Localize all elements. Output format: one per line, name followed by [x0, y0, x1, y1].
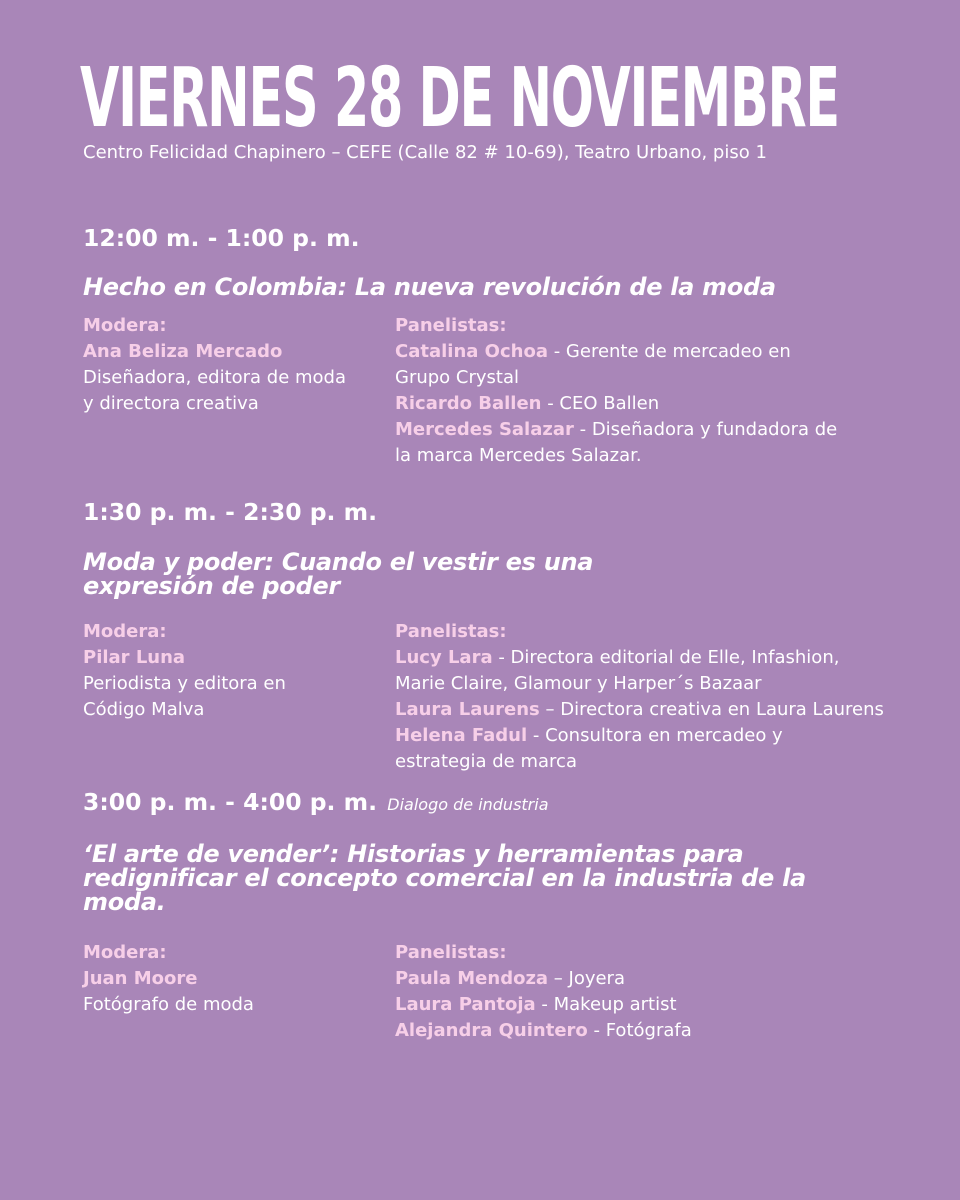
- panelists-block: [395, 313, 837, 469]
- moderator-description: Diseñadora, editora de moda: [83, 367, 347, 388]
- venue-address: Centro Felicidad Chapinero – CEFE (Calle 82 # 10-69), Teatro Urbano, piso 1: [83, 142, 767, 163]
- page-title: VIERNES 28 DE NOVIEMBRE: [80, 51, 839, 146]
- session-title-line: Hecho en Colombia: La nueva revolución de la moda: [83, 273, 776, 301]
- panelist-entry: [395, 697, 884, 723]
- panelist-role: – Directora creativa en Laura Laurens: [539, 699, 884, 720]
- panelists-block: [395, 940, 692, 1044]
- panelist-entry: [395, 992, 692, 1018]
- moderator-description: y directora creativa: [83, 393, 259, 414]
- panelist-entry: [395, 966, 692, 992]
- session-time-text: 3:00 p. m. - 4:00 p. m.: [83, 788, 378, 816]
- panelist-role-continued: Grupo Crystal: [395, 367, 520, 388]
- panelist-role-continued: Marie Claire, Glamour y Harper´s Bazaar: [395, 673, 762, 694]
- panelist-entry: [395, 391, 837, 417]
- panelist-role: - Diseñadora y fundadora de: [573, 419, 838, 440]
- moderator-name: Pilar Luna: [83, 647, 186, 668]
- session-time: [83, 223, 360, 253]
- session-title-line: redignificar el concepto comercial en la industria de la: [83, 864, 806, 892]
- session-note: Dialogo de industria: [387, 795, 549, 814]
- moderator-label: Modera:: [83, 315, 167, 336]
- panelist-entry: [395, 723, 884, 749]
- panelists-label: Panelistas:: [395, 315, 507, 336]
- panelist-entry: [395, 645, 884, 671]
- moderator-name: Juan Moore: [83, 968, 198, 989]
- panelist-name: Laura Laurens: [395, 699, 540, 720]
- moderator-label: Modera:: [83, 942, 167, 963]
- panelist-role: - Consultora en mercadeo y: [527, 725, 783, 746]
- session-title: [83, 550, 863, 598]
- panelist-name: Catalina Ochoa: [395, 341, 548, 362]
- panelist-role-continued: estrategia de marca: [395, 751, 577, 772]
- session-time-text: 12:00 m. - 1:00 p. m.: [83, 224, 360, 252]
- session-time-text: 1:30 p. m. - 2:30 p. m.: [83, 498, 378, 526]
- moderator-label: Modera:: [83, 621, 167, 642]
- panelists-label: Panelistas:: [395, 621, 507, 642]
- session-title-line: expresión de poder: [83, 572, 340, 600]
- moderator-block: [83, 940, 254, 1018]
- panelist-name: Laura Pantoja: [395, 994, 536, 1015]
- panelist-role: - CEO Ballen: [541, 393, 660, 414]
- panelist-role: - Makeup artist: [535, 994, 677, 1015]
- panelist-role: - Fotógrafa: [587, 1020, 692, 1041]
- session-title-line: Moda y poder: Cuando el vestir es una: [83, 548, 594, 576]
- panelist-role: – Joyera: [548, 968, 625, 989]
- moderator-block: [83, 313, 346, 417]
- session-time: [83, 497, 377, 527]
- panelist-role: - Gerente de mercadeo en: [547, 341, 791, 362]
- session-title-line: ‘El arte de vender’: Historias y herramientas para: [83, 840, 744, 868]
- panelist-name: Lucy Lara: [395, 647, 493, 668]
- panelist-name: Paula Mendoza: [395, 968, 549, 989]
- panelist-role: - Directora editorial de Elle, Infashion,: [492, 647, 840, 668]
- moderator-name: Ana Beliza Mercado: [83, 341, 283, 362]
- panelist-entry: [395, 1018, 692, 1044]
- moderator-block: [83, 619, 286, 723]
- panelist-entry: [395, 417, 837, 443]
- session-title: [83, 842, 863, 914]
- panelists-label: Panelistas:: [395, 942, 507, 963]
- panelist-name: Mercedes Salazar: [395, 419, 574, 440]
- moderator-description: Código Malva: [83, 699, 205, 720]
- panelist-role-continued: la marca Mercedes Salazar.: [395, 445, 642, 466]
- panelist-name: Helena Fadul: [395, 725, 528, 746]
- moderator-description: Periodista y editora en: [83, 673, 286, 694]
- session-title: [83, 275, 863, 299]
- panelists-block: [395, 619, 884, 775]
- session-title-line: moda.: [83, 888, 166, 916]
- panelist-name: Ricardo Ballen: [395, 393, 542, 414]
- panelist-entry: [395, 339, 837, 365]
- session-time: [83, 787, 549, 820]
- moderator-description: Fotógrafo de moda: [83, 994, 254, 1015]
- panelist-name: Alejandra Quintero: [395, 1020, 588, 1041]
